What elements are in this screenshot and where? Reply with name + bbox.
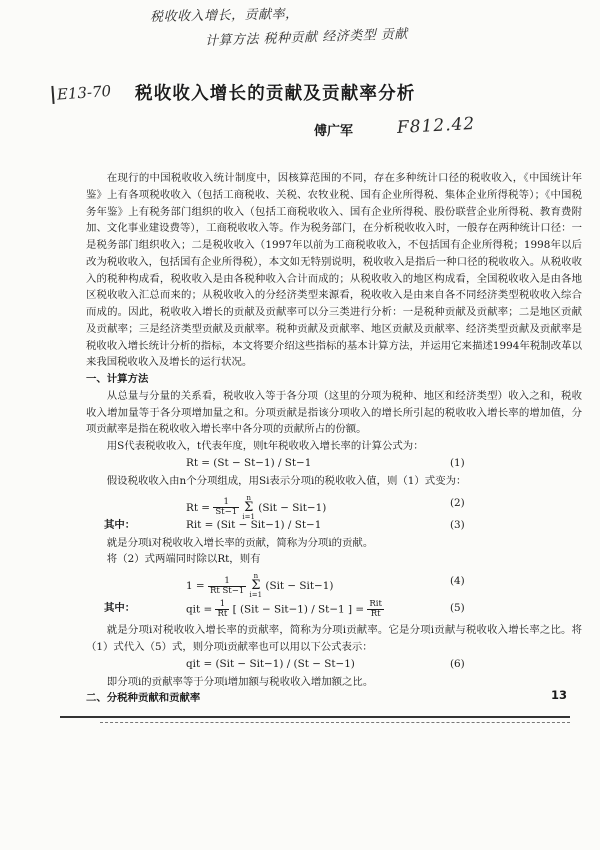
article-author: 傅广军 (314, 124, 354, 139)
paragraph: 假设税收收入由n个分项组成，用Si表示分项i的税收收入值，则（1）式变为： (106, 474, 467, 487)
intro-paragraph: 在现行的中国税收收入统计制度中，因核算范围的不同，存在多种统计口径的税收收入，《中国统计年鉴》上有各项税收收入（包括工商税收、关税、农牧业税、国有企业所得税、集体企业所得税等）；《中国税务年鉴》上有税务部门组织的收入（包括工商税收收入、国有企业所得税、股份联营企业所得税、教育费附加、文化事业建设费等），工商税收收入等。作为税务部门，在分析税收收入时，一般存在两种统计口径：一是税务部门组织收入；二是税收收入（1997年以前为工商税收收入，不包括国有企业所得税；1998年以后改为税收收入，包括国有企业所得税），本文如无特别说明，税收收入是指后一种口径的税收收入。从税收收入的税种构成看，税收收入是由各税种收入合计而成的；从税收收入的地区构成看，全国税收收入是由各地区税收收入汇总而来的；从税收收入的分经济类型来源看，税收收入是由来自各不同经济类型税收收入综合而成的。因此，税收收入增长的贡献及贡献率可以分三类进行分析：一是税种贡献及贡献率；二是地区贡献及贡献率；三是经济类型贡献及贡献率。税种贡献及贡献率、地区贡献及贡献率、经济类型贡献及贡献率是税收收入增长统计分析的指标，本文将要介绍这些指标的基本计算方法，并运用它来描述1994年税制改革以来我国税收收入及增长的运行状况。 (86, 172, 582, 369)
sigma-glyph: Σ (251, 578, 261, 593)
equation-number: (5) (450, 602, 465, 614)
paragraph: 用S代表税收收入，t代表年度，则t年税收收入增长率的计算公式为： (106, 440, 424, 452)
fraction (213, 498, 239, 517)
paragraph: 从总量与分量的关系看，税收收入等于各分项（这里的分项为税种、地区和经济类型）收入之和，税收收入增加量等于各分项增加量之和。分项贡献是指该分项收入的增长所引起的税收收入增长率的增加值，分项贡献率是指在税收收入增长率中各分项的贡献所占的份额。 (86, 389, 582, 436)
equation-rest: (Sit − Sit−1) (265, 580, 334, 592)
equation-middle: [ (Sit − Sit−1) / St−1 ] = (232, 603, 365, 616)
fraction-denominator: Rt St−1 (209, 585, 245, 596)
fraction-numerator: Rit (369, 599, 382, 609)
sigma-glyph: Σ (244, 499, 254, 515)
equation-lead: 其中： (104, 518, 136, 531)
section-heading-methods: 一、计算方法 (86, 373, 149, 385)
sum-lower: i=1 (249, 591, 263, 599)
sum-lower: i=1 (242, 512, 255, 521)
sum-upper: n (253, 572, 259, 580)
equation-5 (86, 595, 582, 622)
handwritten-classification-code: E13-70 (51, 82, 111, 104)
paragraph: 就是分项i对税收收入增长率的贡献率，简称为分项i贡献率。它是分项i贡献与税收收入增长率之比。将（1）式代入（5）式，则分项i贡献率也可以用以下公式表示： (86, 624, 582, 653)
article-title: 税收收入增长的贡献及贡献率分析 (135, 84, 416, 104)
fraction-denominator: Rt (217, 609, 228, 619)
paragraph: 就是分项i对税收收入增长率的贡献，简称为分项i的贡献。 (106, 536, 374, 549)
fraction (215, 600, 229, 619)
fraction-numerator: 1 (208, 577, 246, 587)
paragraph: 将（2）式两端同时除以Rt，则有 (106, 553, 261, 566)
equation-number: (4) (450, 575, 465, 587)
equation-left: Rt = (186, 501, 211, 514)
page-number: 13 (551, 688, 568, 702)
paragraph: 即分项i的贡献率等于分项i增加额与税收收入增加额之比。 (106, 675, 374, 688)
equation-expression: Rit = (Sit − Sit−1) / St−1 (186, 518, 322, 531)
equation-left: 1 = (186, 580, 205, 592)
equation-number: (6) (450, 657, 465, 670)
section-heading-tax-types: 二、分税种贡献和贡献率 (86, 692, 201, 705)
equation-3 (86, 517, 582, 535)
equation-1 (86, 455, 582, 473)
equation-2 (86, 490, 582, 521)
fraction (367, 600, 384, 619)
equation-6 (86, 656, 582, 674)
handwritten-reference-code: F812.42 (396, 113, 476, 138)
fraction-denominator: St−1 (215, 507, 238, 517)
fraction-numerator: 1 (213, 498, 239, 508)
sum-upper: n (246, 493, 251, 502)
equation-lead: 其中： (104, 602, 136, 614)
fraction-numerator: 1 (215, 600, 229, 610)
equation-number: (3) (450, 518, 465, 531)
equation-number: (1) (450, 456, 465, 469)
equation-number: (2) (450, 496, 465, 509)
equation-expression: qit = (Sit − Sit−1) / (St − St−1) (186, 657, 355, 670)
equation-left: qit = (186, 603, 213, 616)
fraction (208, 577, 246, 596)
article-body (86, 170, 582, 707)
equation-rest: (Sit − Sit−1) (258, 501, 327, 514)
equation-expression (186, 600, 384, 619)
footer-rule-secondary (100, 722, 570, 723)
handwritten-keywords-line1: 税收收入增长，贡献率， (149, 6, 299, 25)
equation-4 (86, 568, 582, 599)
handwritten-keywords-line2: 计算方法 税种贡献 经济类型 贡献 (204, 26, 409, 49)
fraction-denominator: Rt (370, 609, 381, 619)
equation-expression: Rt = (St − St−1) / St−1 (186, 456, 312, 469)
footer-rule (60, 716, 570, 718)
